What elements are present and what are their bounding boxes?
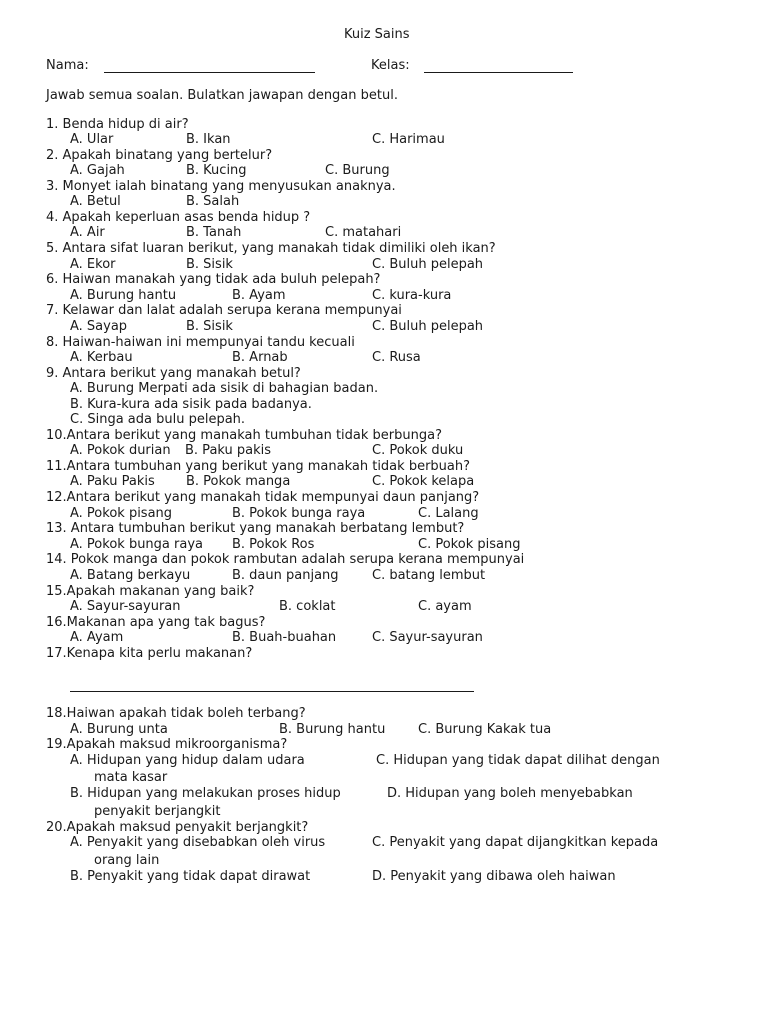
- q8-option-a[interactable]: A. Kerbau: [70, 350, 133, 365]
- q11-option-a[interactable]: A. Paku Pakis: [70, 474, 155, 489]
- question-15: 15.Apakah makanan yang baik?: [46, 584, 255, 599]
- q9-option-a[interactable]: A. Burung Merpati ada sisik di bahagian badan.: [70, 381, 379, 396]
- q20-option-b[interactable]: B. Penyakit yang tidak dapat dirawat: [70, 869, 311, 884]
- q4-option-a[interactable]: A. Air: [70, 225, 105, 240]
- q17-answer-line[interactable]: [70, 691, 474, 692]
- q15-option-c[interactable]: C. ayam: [418, 599, 472, 614]
- q3-option-a[interactable]: A. Betul: [70, 194, 121, 209]
- q7-option-b[interactable]: B. Sisik: [186, 319, 233, 334]
- q13-option-c[interactable]: C. Pokok pisang: [418, 537, 521, 552]
- q13-option-b[interactable]: B. Pokok Ros: [232, 537, 315, 552]
- question-11: 11.Antara tumbuhan yang berikut yang manakah tidak berbuah?: [46, 459, 471, 474]
- question-12: 12.Antara berikut yang manakah tidak mempunyai daun panjang?: [46, 490, 480, 505]
- q18-option-b[interactable]: B. Burung hantu: [279, 722, 386, 737]
- question-18: 18.Haiwan apakah tidak boleh terbang?: [46, 706, 306, 721]
- q2-option-b[interactable]: B. Kucing: [186, 163, 247, 178]
- q9-option-b[interactable]: B. Kura-kura ada sisik pada badanya.: [70, 397, 312, 412]
- q10-option-b[interactable]: B. Paku pakis: [185, 443, 272, 458]
- q10-option-a[interactable]: A. Pokok durian: [70, 443, 171, 458]
- q12-option-c[interactable]: C. Lalang: [418, 506, 479, 521]
- q14-option-a[interactable]: A. Batang berkayu: [70, 568, 191, 583]
- question-10: 10.Antara berikut yang manakah tumbuhan tidak berbunga?: [46, 428, 442, 443]
- q5-option-a[interactable]: A. Ekor: [70, 257, 116, 272]
- q19-option-c-cont: mata kasar: [94, 770, 168, 785]
- nama-field[interactable]: [104, 72, 315, 73]
- q2-option-c[interactable]: C. Burung: [325, 163, 390, 178]
- question-20: 20.Apakah maksud penyakit berjangkit?: [46, 820, 309, 835]
- q13-option-a[interactable]: A. Pokok bunga raya: [70, 537, 203, 552]
- question-6: 6. Haiwan manakah yang tidak ada buluh pelepah?: [46, 272, 381, 287]
- question-7: 7. Kelawar dan lalat adalah serupa kerana mempunyai: [46, 303, 402, 318]
- page-title: Kuiz Sains: [344, 27, 410, 42]
- q9-option-c[interactable]: C. Singa ada bulu pelepah.: [70, 412, 246, 427]
- q5-option-b[interactable]: B. Sisik: [186, 257, 233, 272]
- question-3: 3. Monyet ialah binatang yang menyusukan anaknya.: [46, 179, 396, 194]
- question-4: 4. Apakah keperluan asas benda hidup ?: [46, 210, 311, 225]
- q12-option-a[interactable]: A. Pokok pisang: [70, 506, 173, 521]
- q10-option-c[interactable]: C. Pokok duku: [372, 443, 464, 458]
- q20-option-d[interactable]: D. Penyakit yang dibawa oleh haiwan: [372, 869, 616, 884]
- q11-option-c[interactable]: C. Pokok kelapa: [372, 474, 475, 489]
- question-19: 19.Apakah maksud mikroorganisma?: [46, 737, 288, 752]
- q20-option-c[interactable]: C. Penyakit yang dapat dijangkitkan kepada: [372, 835, 659, 850]
- q6-option-a[interactable]: A. Burung hantu: [70, 288, 177, 303]
- q11-option-b[interactable]: B. Pokok manga: [186, 474, 291, 489]
- q15-option-a[interactable]: A. Sayur-sayuran: [70, 599, 181, 614]
- q1-option-a[interactable]: A. Ular: [70, 132, 114, 147]
- q5-option-c[interactable]: C. Buluh pelepah: [372, 257, 484, 272]
- q19-option-b[interactable]: B. Hidupan yang melakukan proses hidup: [70, 786, 341, 801]
- question-9: 9. Antara berikut yang manakah betul?: [46, 366, 301, 381]
- q18-option-a[interactable]: A. Burung unta: [70, 722, 168, 737]
- q6-option-c[interactable]: C. kura-kura: [372, 288, 452, 303]
- kelas-field[interactable]: [424, 72, 573, 73]
- question-1: 1. Benda hidup di air?: [46, 117, 189, 132]
- q4-option-b[interactable]: B. Tanah: [186, 225, 242, 240]
- q20-option-c-cont: orang lain: [94, 853, 160, 868]
- q6-option-b[interactable]: B. Ayam: [232, 288, 286, 303]
- q8-option-b[interactable]: B. Arnab: [232, 350, 288, 365]
- q1-option-c[interactable]: C. Harimau: [372, 132, 445, 147]
- q19-option-c[interactable]: C. Hidupan yang tidak dapat dilihat dengan: [376, 753, 660, 768]
- question-17: 17.Kenapa kita perlu makanan?: [46, 646, 253, 661]
- question-13: 13. Antara tumbuhan berikut yang manakah berbatang lembut?: [46, 521, 465, 536]
- q20-option-a[interactable]: A. Penyakit yang disebabkan oleh virus: [70, 835, 326, 850]
- q7-option-c[interactable]: C. Buluh pelepah: [372, 319, 484, 334]
- q19-option-a[interactable]: A. Hidupan yang hidup dalam udara: [70, 753, 305, 768]
- q7-option-a[interactable]: A. Sayap: [70, 319, 128, 334]
- q18-option-c[interactable]: C. Burung Kakak tua: [418, 722, 552, 737]
- q8-option-c[interactable]: C. Rusa: [372, 350, 421, 365]
- question-2: 2. Apakah binatang yang bertelur?: [46, 148, 273, 163]
- question-8: 8. Haiwan-haiwan ini mempunyai tandu kecuali: [46, 335, 355, 350]
- q1-option-b[interactable]: B. Ikan: [186, 132, 231, 147]
- nama-label: Nama:: [46, 58, 89, 73]
- instruction: Jawab semua soalan. Bulatkan jawapan dengan betul.: [46, 88, 398, 103]
- question-16: 16.Makanan apa yang tak bagus?: [46, 615, 266, 630]
- kelas-label: Kelas:: [371, 58, 410, 73]
- q12-option-b[interactable]: B. Pokok bunga raya: [232, 506, 366, 521]
- q3-option-b[interactable]: B. Salah: [186, 194, 240, 209]
- q16-option-b[interactable]: B. Buah-buahan: [232, 630, 337, 645]
- question-5: 5. Antara sifat luaran berikut, yang manakah tidak dimiliki oleh ikan?: [46, 241, 496, 256]
- question-14: 14. Pokok manga dan pokok rambutan adalah serupa kerana mempunyai: [46, 552, 525, 567]
- q16-option-c[interactable]: C. Sayur-sayuran: [372, 630, 483, 645]
- q14-option-c[interactable]: C. batang lembut: [372, 568, 486, 583]
- q14-option-b[interactable]: B. daun panjang: [232, 568, 339, 583]
- q16-option-a[interactable]: A. Ayam: [70, 630, 124, 645]
- q19-option-d-cont: penyakit berjangkit: [94, 804, 221, 819]
- q19-option-d[interactable]: D. Hidupan yang boleh menyebabkan: [387, 786, 633, 801]
- q15-option-b[interactable]: B. coklat: [279, 599, 336, 614]
- q2-option-a[interactable]: A. Gajah: [70, 163, 125, 178]
- q4-option-c[interactable]: C. matahari: [325, 225, 402, 240]
